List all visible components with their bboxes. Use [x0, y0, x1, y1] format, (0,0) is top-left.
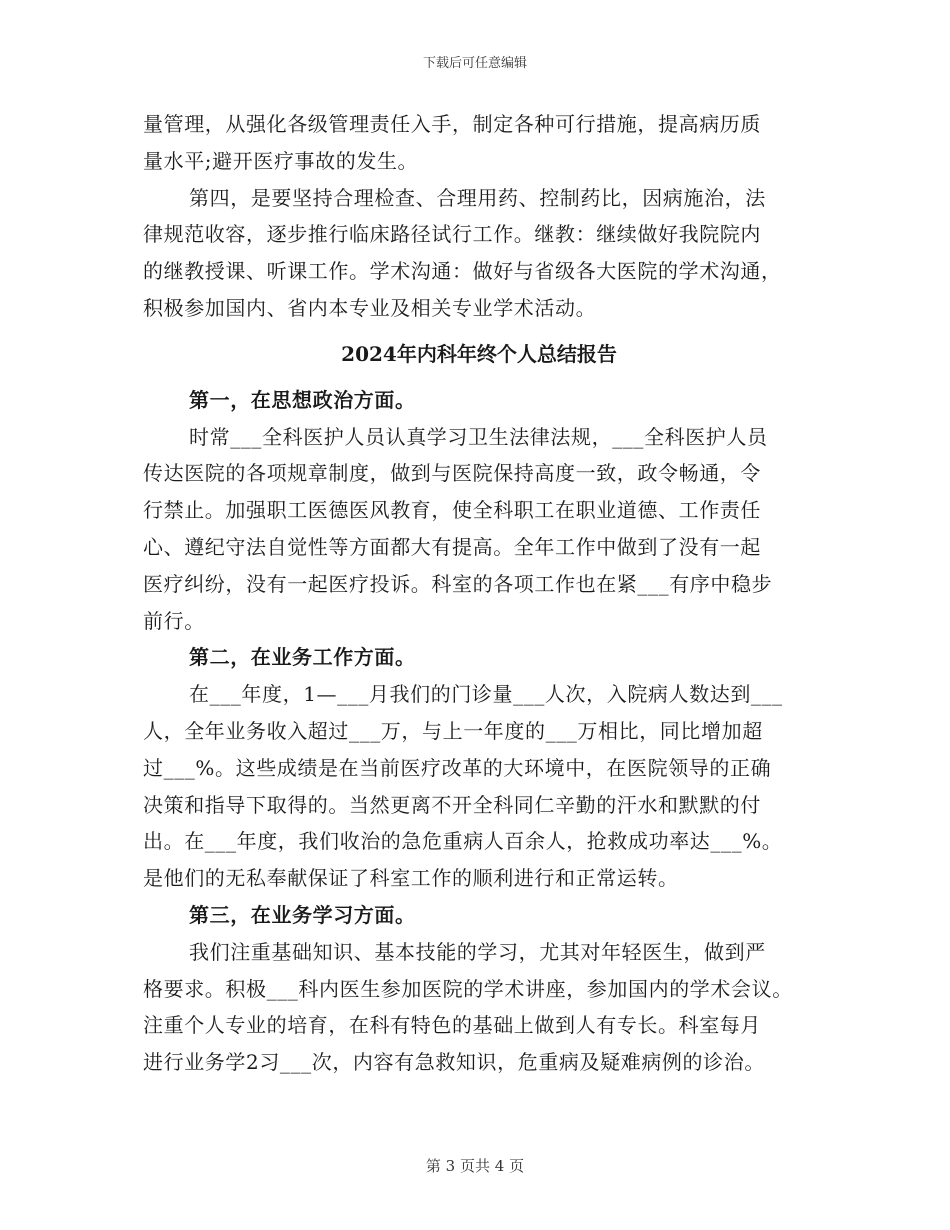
body-line: 出。在___年度，我们收治的急危重病人百余人，抢救成功率达___%。 — [143, 829, 783, 854]
section-heading: 第三，在业务学习方面。 — [189, 902, 416, 927]
body-line: 量管理，从强化各级管理责任入手，制定各种可行措施，提高病历质 — [143, 112, 761, 136]
document-body — [143, 106, 815, 1081]
body-line: 过___%。这些成绩是在当前医疗改革的大环境中，在医院领导的正确 — [143, 755, 772, 780]
body-line: 行禁止。加强职工医德医风教育，使全科职工在职业道德、工作责任 — [143, 498, 761, 523]
body-line: 注重个人专业的培育，在科有特色的基础上做到人有专长。科室每月 — [143, 1013, 761, 1038]
body-line: 传达医院的各项规章制度，做到与医院保持高度一致，政令畅通，令 — [143, 461, 761, 486]
page-header: 下载后可任意编辑 — [422, 56, 527, 71]
section-heading: 第二，在业务工作方面。 — [189, 645, 416, 670]
body-line: 是他们的无私奉献保证了科室工作的顺利进行和正常运转。 — [143, 866, 679, 891]
body-line: 的继教授课、听课工作。学术沟通：做好与省级各大医院的学术沟通， — [143, 259, 782, 284]
body-line: 积极参加国内、省内本专业及相关专业学术活动。 — [143, 295, 597, 320]
body-line: 量水平;避开医疗事故的发生。 — [143, 148, 419, 173]
body-line: 进行业务学2习___次，内容有急救知识，危重病及疑难病例的诊治。 — [143, 1050, 765, 1075]
body-line: 在___年度，1—___月我们的门诊量___人次，入院病人数达到___ — [189, 682, 783, 707]
body-line: 前行。 — [143, 608, 205, 633]
body-line: 人，全年业务收入超过___万，与上一年度的___万相比，同比增加超 — [143, 718, 763, 743]
body-line: 决策和指导下取得的。当然更离不开全科同仁辛勤的汗水和默默的付 — [143, 792, 761, 817]
section-title: 2024年内科年终个人总结报告 — [341, 341, 617, 366]
body-line: 时常___全科医护人员认真学习卫生法律法规，___全科医护人员 — [189, 424, 768, 449]
page-footer: 第 3 页共 4 页 — [425, 1157, 525, 1175]
body-line: 格要求。积极___科内医生参加医院的学术讲座，参加国内的学术会议。 — [143, 976, 793, 1001]
body-line: 心、遵纪守法自觉性等方面都大有提高。全年工作中做到了没有一起 — [143, 534, 761, 559]
body-line: 律规范收容，逐步推行临床路径试行工作。继教：继续做好我院院内 — [143, 222, 761, 247]
body-line: 医疗纠纷，没有一起医疗投诉。科室的各项工作也在紧___有序中稳步 — [143, 571, 773, 596]
body-line: 第四，是要坚持合理检查、合理用药、控制药比，因病施治，法 — [189, 185, 766, 210]
body-line: 我们注重基础知识、基本技能的学习，尤其对年轻医生，做到严 — [189, 939, 766, 964]
section-heading: 第一，在思想政治方面。 — [189, 387, 416, 412]
